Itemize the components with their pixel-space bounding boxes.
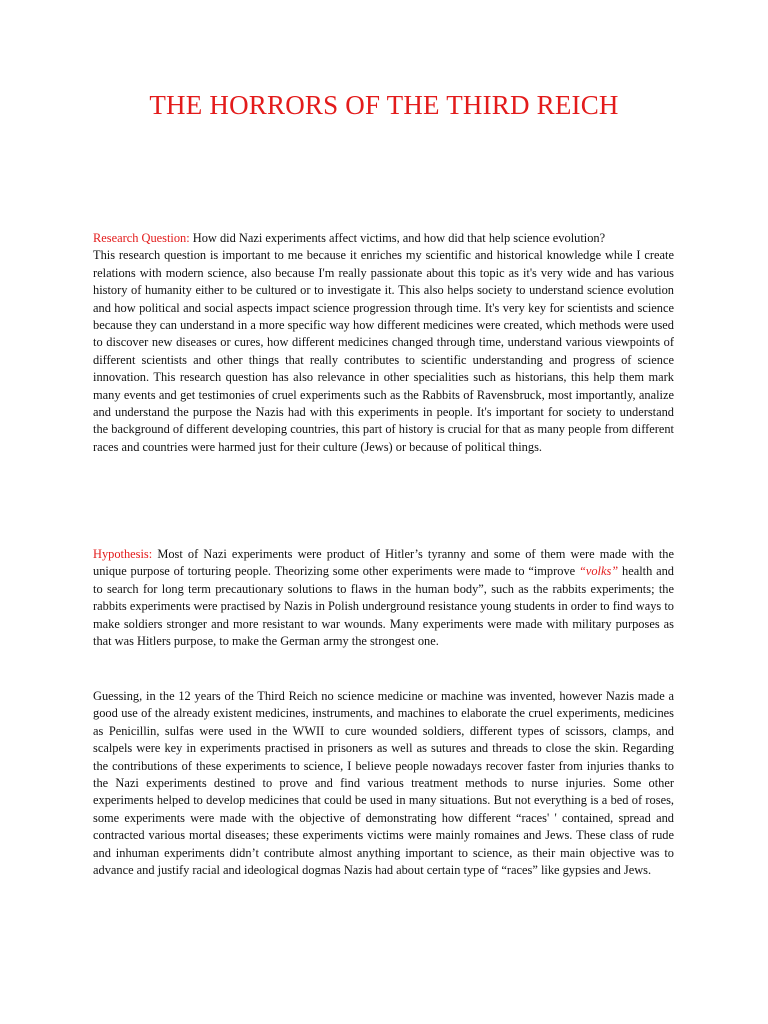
hypothesis-volks-term: “volks” <box>578 564 619 579</box>
document-title: THE HORRORS OF THE THIRD REICH <box>149 90 619 120</box>
research-question-paragraph <box>93 230 674 247</box>
guessing-paragraph: Guessing, in the 12 years of the Third Reich no science medicine or machine was invented, however Nazis made a good use of the already existent medicines, instruments, and machines to elaborate the cruel experiments, medicines as Penicillin, sulfas were used in the WWII to cure wounded soldiers, different types of scissors, clamps, and scalpels were key in experiments practised in prisoners as well as sutures and threads to close the skin. Regarding the contributions of these experiments to science, I believe people nowadays recover faster from injuries thanks to the Nazi experiments destined to prove and find various treatment methods to nurse injuries. Some other experiments helped to develop medicines that could be used in many situations. But not everything is a bed of roses, some experiments were made with the objective of demonstrating how different “races' ' contained, spread and contracted various mortal diseases; these experiments victims were mainly romaines and Jews. These class of rude and inhuman experiments didn’t contribute almost anything important to science, as their main objective was to advance and justify racial and ideological dogmas Nazis had about certain type of “races” like gypsies and Jews. <box>93 689 674 878</box>
research-question-label: Research Question: <box>93 231 190 245</box>
research-question-body: This research question is important to me because it enriches my scientific and historical knowledge while I create relations with modern science, also because I'm really passionate about this topic as it's very wide and has various history of humanity either to be cultured or to investigate it. This also helps society to understand science evolution and how political and social aspects impact science progression through time. It's very key for scientists and science because they can understand in a more specific way how different medicines were created, which methods were used to discover new diseases or cures, how different medicines changed through time, understand various viewpoints of different scientists and other things that really contributes to scientific understanding and progress of science innovation. This research question has also relevance in other specialities such as historians, this help them mark many events and get testimonies of cruel experiments such as the Rabbits of Ravensbruck, most importantly, analize and understand the purpose the Nazis had with this experiments in people. It's important for society to understand the background of different developing countries, this part of history is crucial for that as many people from different races and countries were harmed just for their culture (Jews) or because of political things. <box>93 248 674 454</box>
hypothesis-paragraph <box>93 546 674 650</box>
hypothesis-label: Hypothesis: <box>93 547 153 561</box>
research-question-text: How did Nazi experiments affect victims, and how did that help science evolution? <box>189 231 606 245</box>
research-question-section <box>93 230 674 456</box>
hypothesis-text-after: health and to search for long term precautionary solutions to flaws in the human body”, such as the rabbits experiments; the rabbits experiments were practised by Nazis in Polish underground resistance young students in order to find ways to make soldiers stronger and more resistant to war wounds. Many experiments were made with military purposes as that was Hitlers purpose, to make the German army the strongest one. <box>93 564 674 649</box>
hypothesis-section <box>93 546 674 650</box>
guessing-section <box>93 688 674 879</box>
hypothesis-text-before: Most of Nazi experiments were product of Hitler’s tyranny and some of them were made with the unique purpose of torturing people. Theorizing some other experiments were made to “improve <box>93 547 674 579</box>
